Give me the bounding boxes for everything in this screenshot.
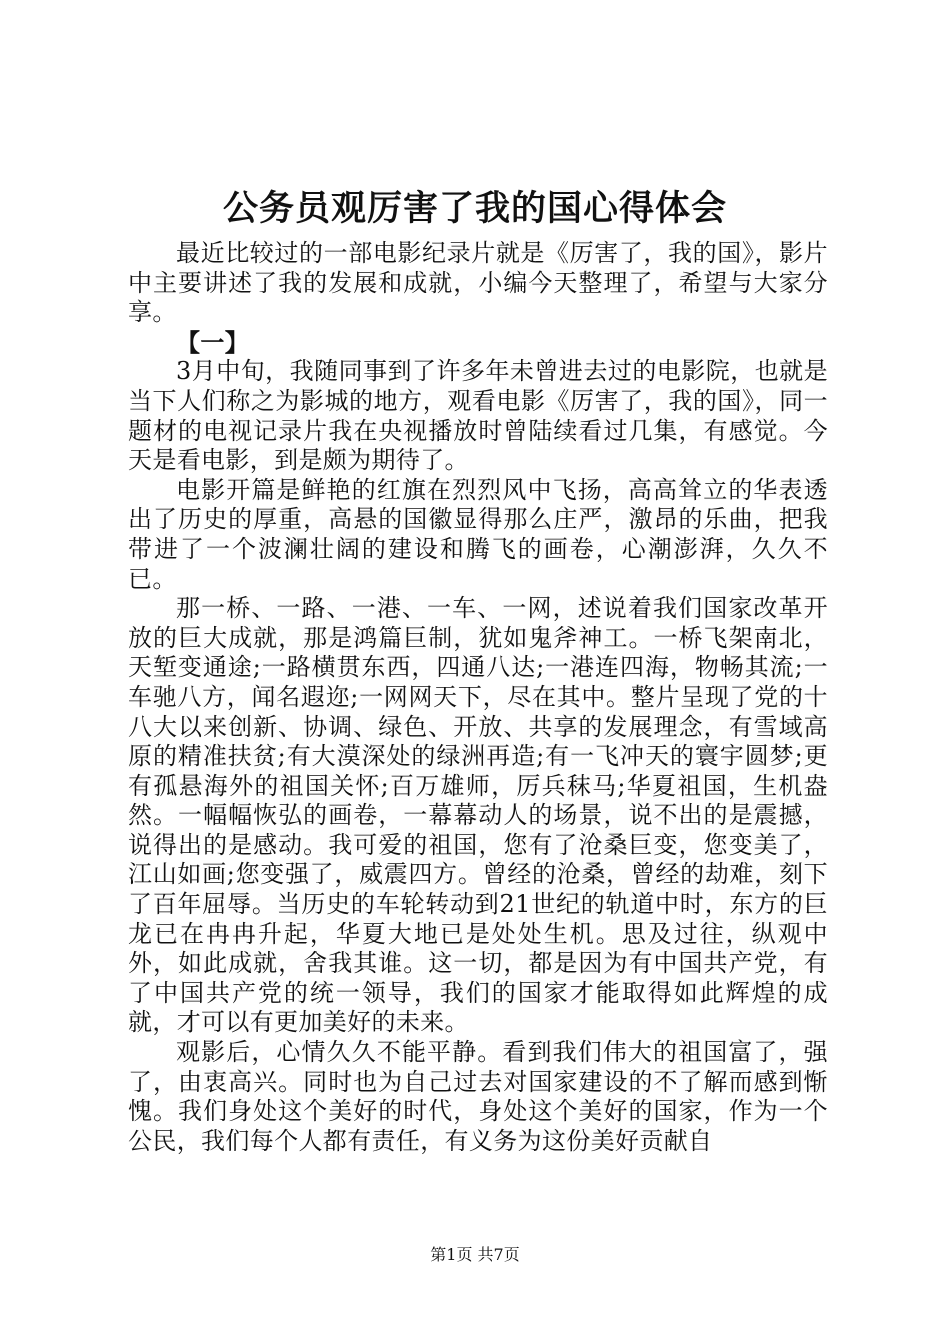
body-paragraph: 那一桥、一路、一港、一车、一网，述说着我们国家改革开放的巨大成就，那是鸿篇巨制，犹如鬼斧神工。一桥飞架南北，天堑变通途;一路横贯东西，四通八达;一港连四海，物畅其流;一车驰八方，闻名遐迩;一网网天下，尽在其中。整片呈现了党的十八大以来创新、协调、绿色、开放、共享的发展理念，有雪域高原的精准扶贫;有大漠深处的绿洲再造;有一飞冲天的寰宇圆梦;更有孤悬海外的祖国关怀;百万雄师，厉兵秣马;华夏祖国，生机盎然。一幅幅恢弘的画卷，一幕幕动人的场景，说不出的是震撼，说得出的是感动。我可爱的祖国，您有了沧桑巨变，您变美了，江山如画;您变强了，威震四方。曾经的沧桑，曾经的劫难，刻下了百年屈辱。当历史的车轮转动到21世纪的轨道中时，东方的巨龙已在冉冉升起，华夏大地已是处处生机。思及过往，纵观中外，如此成就，舍我其谁。这一切，都是因为有中国共产党，有了中国共产党的统一领导，我们的国家才能取得如此辉煌的成就，才可以有更加美好的未来。 <box>128 594 828 1037</box>
page-number-footer: 第1页 共7页 <box>430 1245 520 1264</box>
body-paragraph: 3月中旬，我随同事到了许多年未曾进去过的电影院，也就是当下人们称之为影城的地方，观看电影《厉害了，我的国》，同一题材的电视记录片我在央视播放时曾陆续看过几集，有感觉。今天是看电影，到是颇为期待了。 <box>128 357 828 475</box>
body-paragraph: 电影开篇是鲜艳的红旗在烈烈风中飞扬，高高耸立的华表透出了历史的厚重，高悬的国徽显得那么庄严，激昂的乐曲，把我带进了一个波澜壮阔的建设和腾飞的画卷，心潮澎湃，久久不已。 <box>128 475 828 593</box>
document-title: 公务员观厉害了我的国心得体会 <box>222 188 727 229</box>
intro-paragraph: 最近比较过的一部电影纪录片就是《厉害了，我的国》，影片中主要讲述了我的发展和成就，小编今天整理了，希望与大家分享。 <box>128 239 828 327</box>
document-body <box>128 239 828 1156</box>
body-paragraph: 观影后，心情久久不能平静。看到我们伟大的祖国富了，强了，由衷高兴。同时也为自己过去对国家建设的不了解而感到惭愧。我们身处这个美好的时代，身处这个美好的国家，作为一个公民，我们每个人都有责任，有义务为这份美好贡献自 <box>128 1038 828 1155</box>
section-heading: 【一】 <box>176 327 250 357</box>
